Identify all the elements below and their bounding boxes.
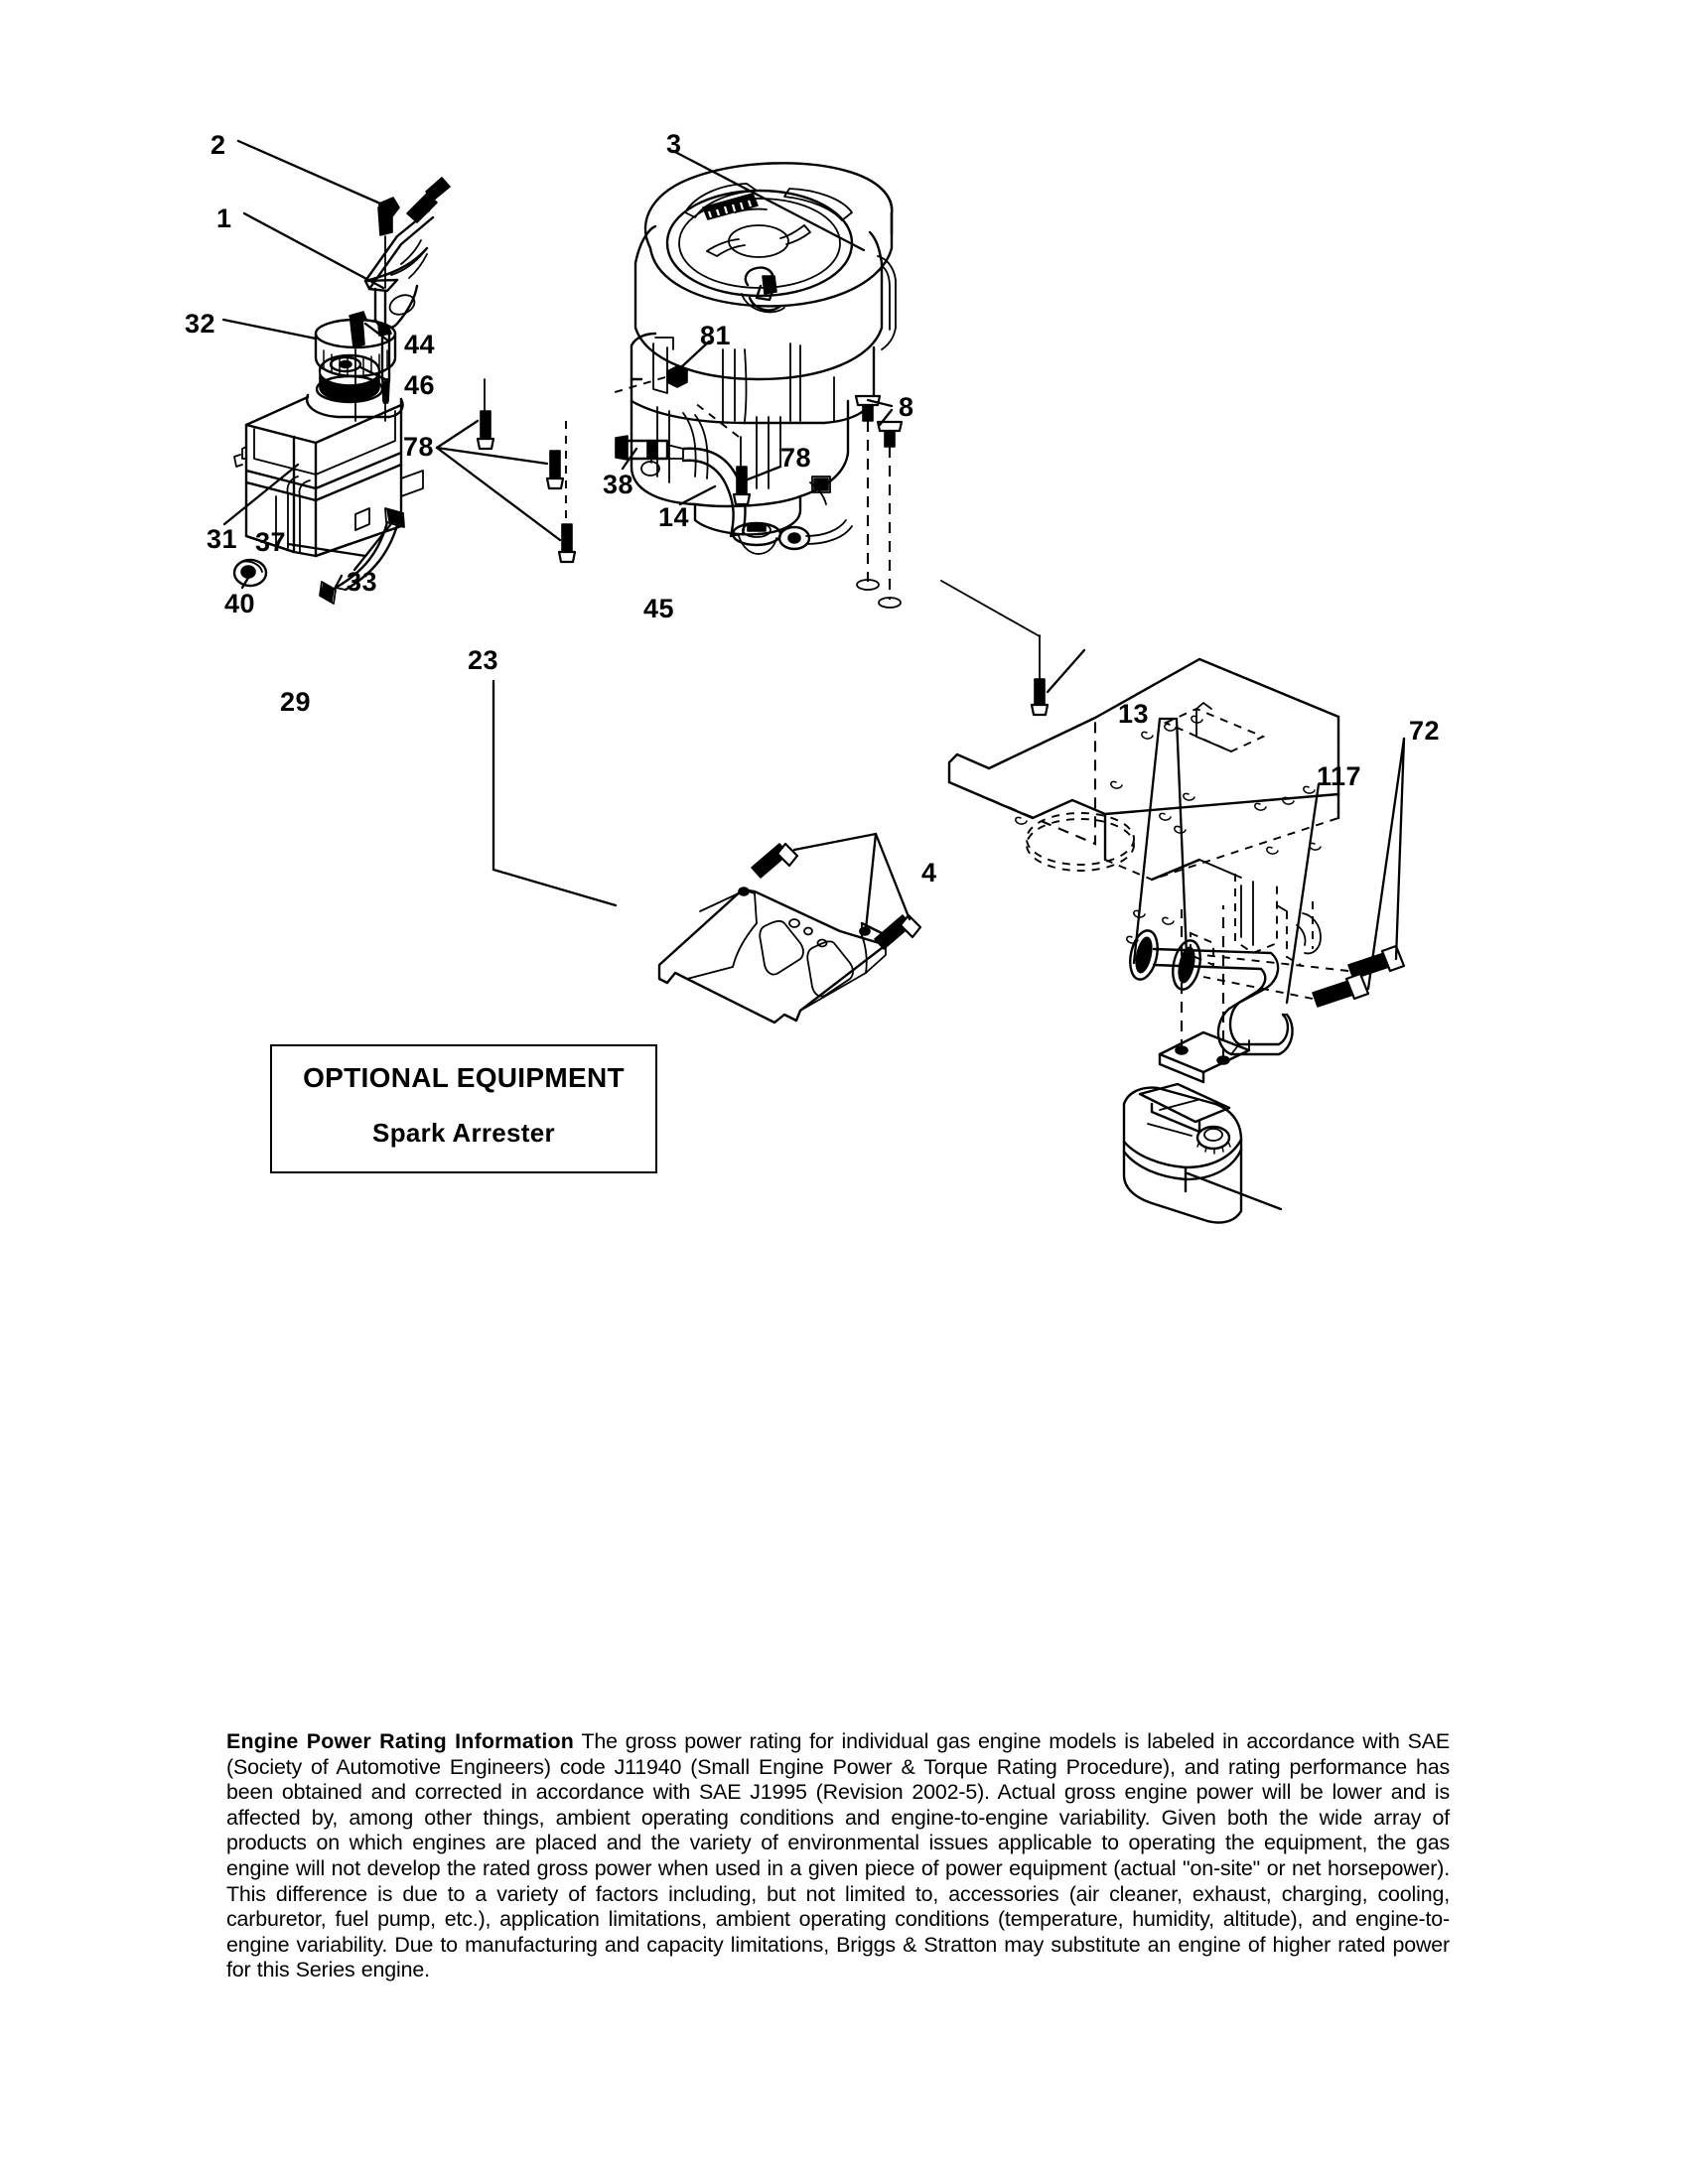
engine-power-rating-heading: Engine Power Rating Information bbox=[226, 1729, 574, 1753]
callout-1: 1 bbox=[216, 204, 232, 233]
callout-31: 31 bbox=[207, 524, 238, 554]
optional-equipment-box bbox=[270, 1044, 657, 1173]
callout-4: 4 bbox=[921, 858, 937, 887]
callout-14: 14 bbox=[658, 502, 690, 532]
part-muffler-4 bbox=[1124, 1084, 1281, 1223]
part-heat-shield-23 bbox=[493, 681, 886, 1023]
callout-40: 40 bbox=[224, 589, 256, 618]
part-grommet-40 bbox=[234, 560, 266, 588]
part-screws-45 bbox=[752, 834, 920, 949]
callout-81: 81 bbox=[700, 321, 732, 350]
callout-8: 8 bbox=[899, 392, 914, 422]
part-bolt-78-plate bbox=[941, 581, 1084, 715]
part-engine bbox=[632, 151, 896, 554]
callout-33: 33 bbox=[347, 567, 378, 597]
part-fuel-line-14 bbox=[680, 449, 745, 536]
part-bolts-78 bbox=[437, 379, 575, 562]
callout-37: 37 bbox=[255, 527, 287, 557]
callout-44: 44 bbox=[404, 330, 436, 359]
callout-2: 2 bbox=[210, 130, 226, 160]
callout-32: 32 bbox=[185, 309, 216, 339]
part-muffler-bracket-117 bbox=[1154, 784, 1319, 1082]
callout-78-left: 78 bbox=[403, 432, 435, 462]
optional-equipment-subtitle: Spark Arrester bbox=[372, 1118, 555, 1148]
callout-45: 45 bbox=[643, 594, 675, 623]
part-fuel-cap bbox=[223, 320, 395, 376]
part-clamp-33-lower bbox=[320, 576, 342, 604]
callout-78-right: 78 bbox=[780, 443, 812, 473]
part-screws-8 bbox=[856, 396, 902, 608]
part-fuel-tank bbox=[224, 355, 423, 556]
callout-117: 117 bbox=[1317, 761, 1362, 791]
callout-72: 72 bbox=[1409, 716, 1441, 746]
engine-power-rating-body: The gross power rating for individual gas engine models is labeled in accordance with SAE (Society of Automotive Engineers) code J11940 (Small Engine Power & Torque Rating Procedure), and rating performance has been obtained and corrected in accordance with SAE J1995 (Revision 2002-5). Actual gross engine power will be lower and is affected by, among other things, ambient operating conditions and engine-to-engine variability. Given both the wide array of products on which engines are placed and the variety of environmental issues applicable to operating the equipment, the gas engine will not develop the rated gross power when used in a given piece of power equipment (actual "on-site" or net horsepower). This difference is due to a variety of factors including, but not limited to, accessories (air cleaner, exhaust, charging, cooling, carburetor, fuel pump, etc.), application limitations, ambient operating conditions (temperature, humidity, altitude), and engine-to-engine variability. Due to manufacturing and capacity limitations, Briggs & Stratton may substitute an engine of higher rated power for this Series engine. bbox=[226, 1729, 1450, 1982]
part-nut-81 bbox=[612, 341, 709, 393]
callout-23: 23 bbox=[468, 645, 499, 675]
callout-46: 46 bbox=[404, 370, 436, 400]
optional-equipment-title: OPTIONAL EQUIPMENT bbox=[303, 1062, 625, 1093]
callout-38: 38 bbox=[603, 470, 634, 499]
callout-29: 29 bbox=[280, 687, 312, 717]
part-bolts-72 bbox=[1203, 739, 1404, 1007]
engine-power-rating-note bbox=[226, 1729, 1450, 1983]
callout-3: 3 bbox=[666, 129, 682, 159]
callout-13: 13 bbox=[1118, 699, 1150, 729]
